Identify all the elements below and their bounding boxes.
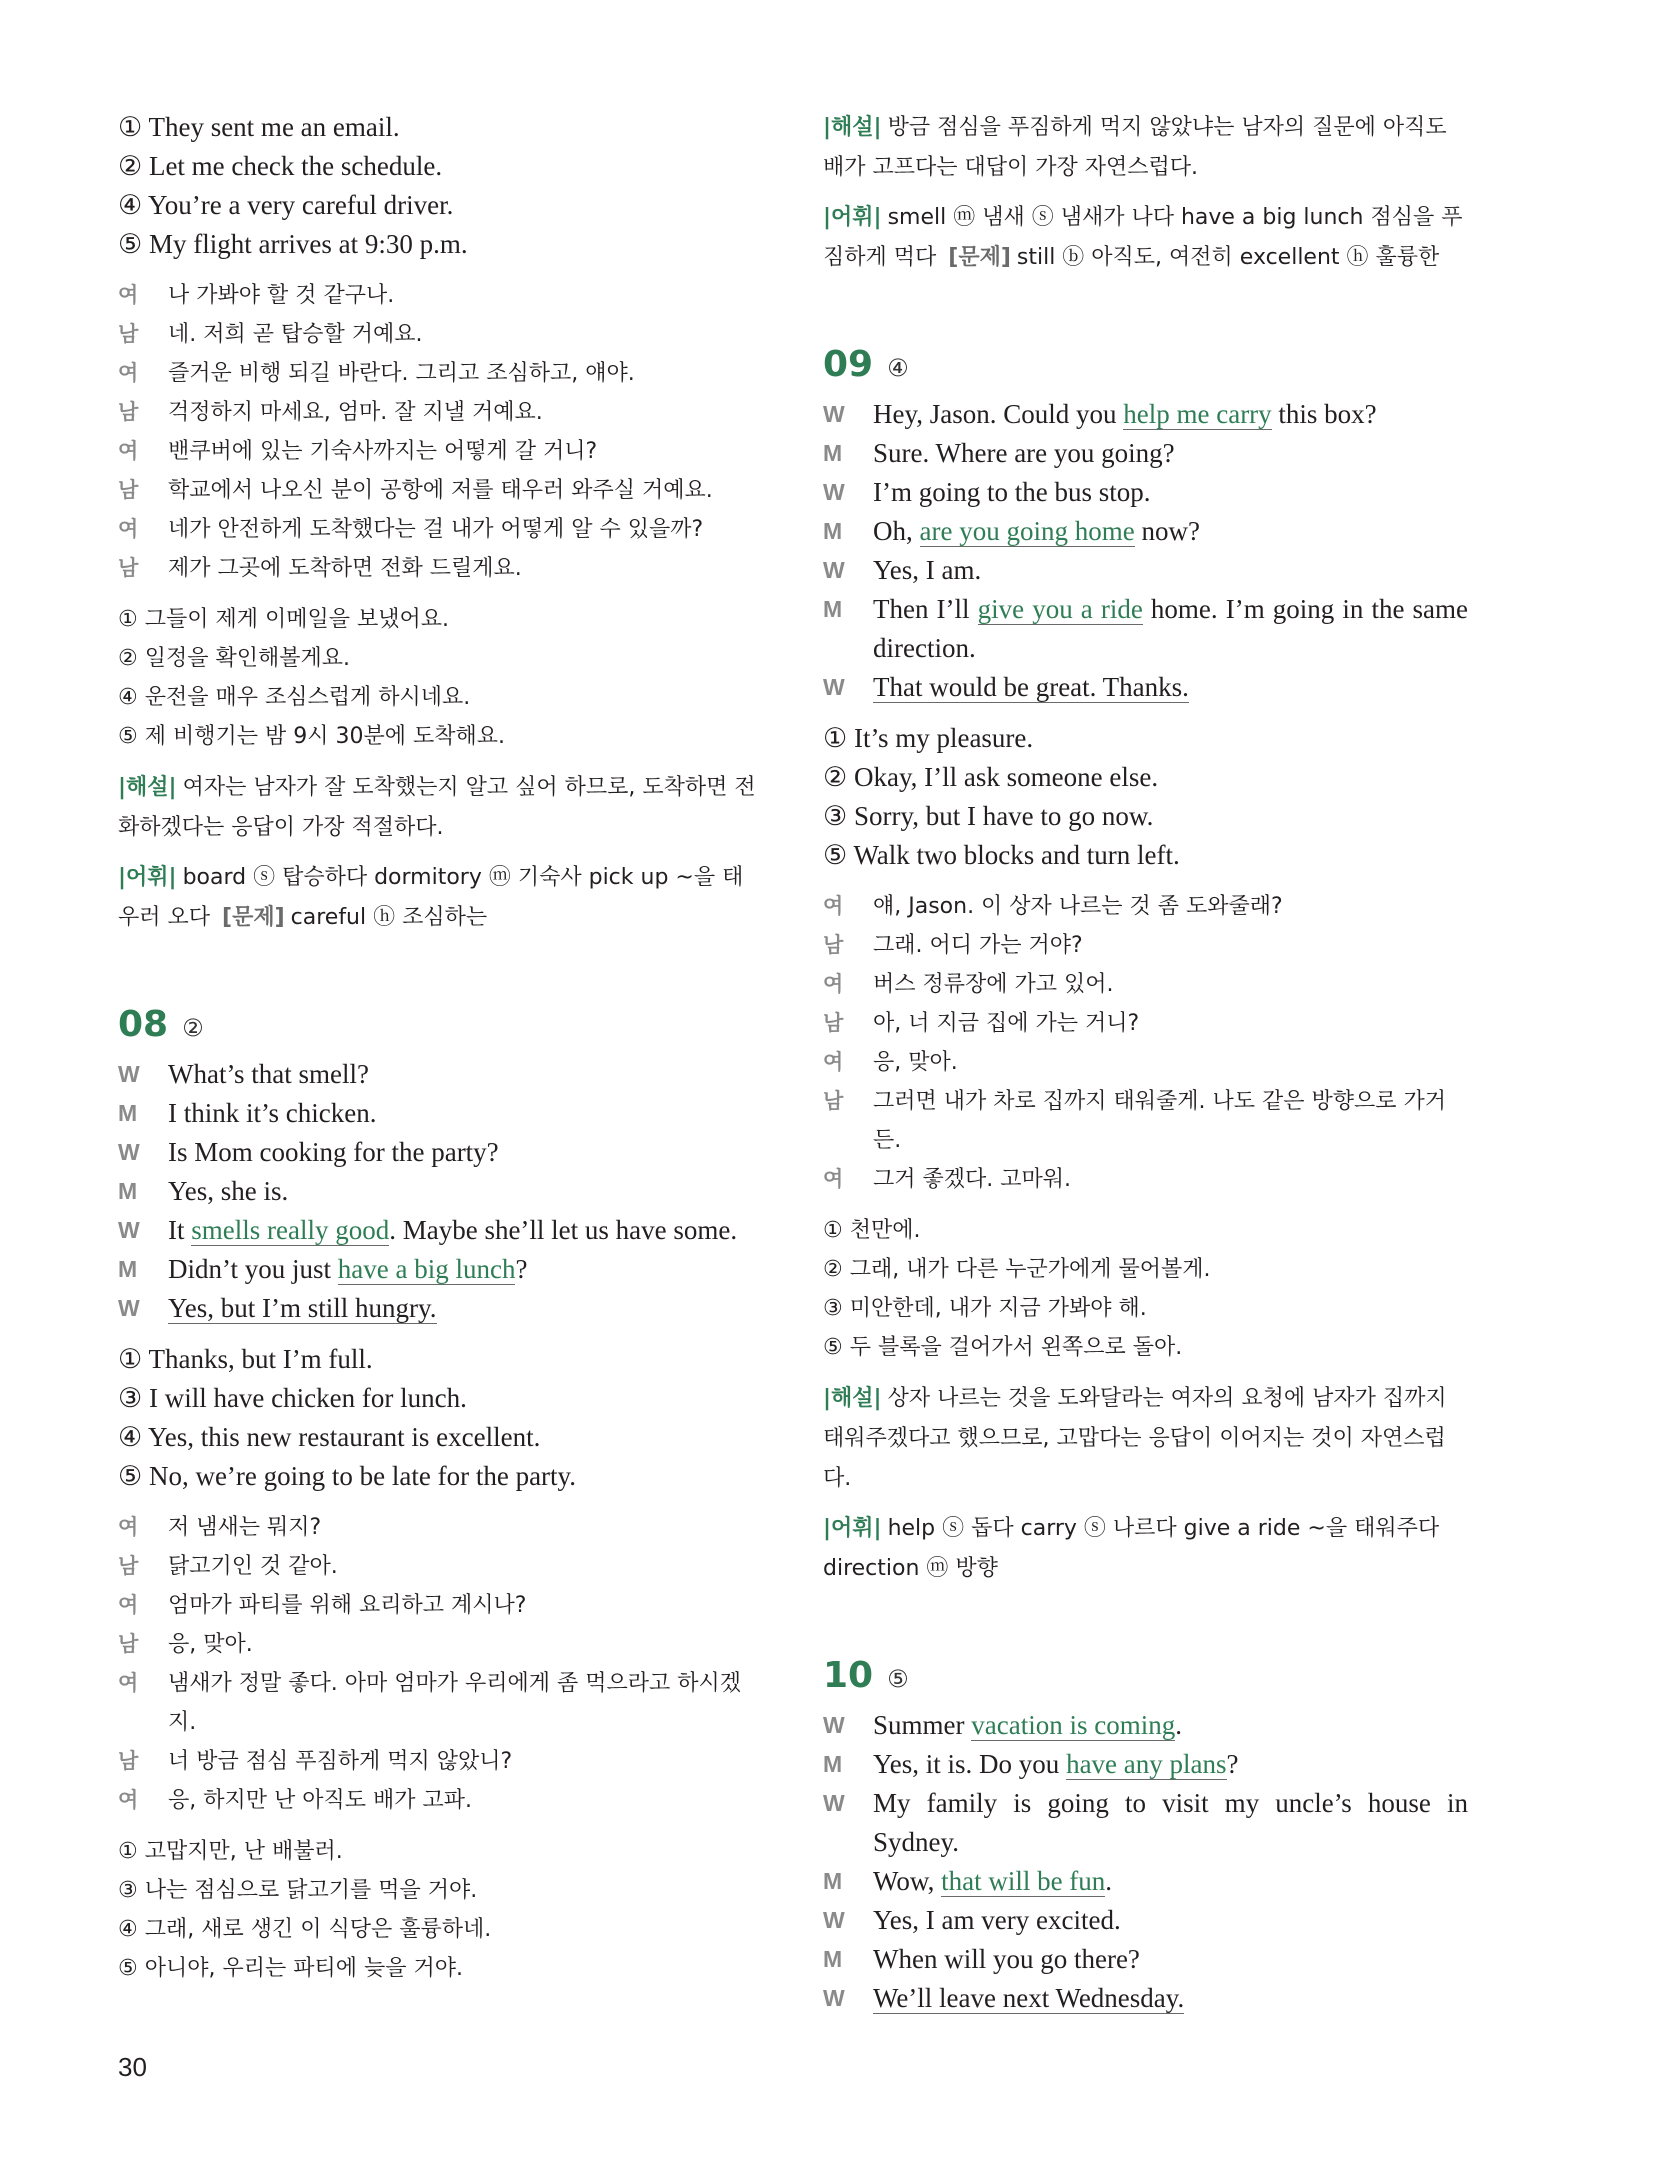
blank-answer: vacation is coming (971, 1710, 1176, 1740)
text-run: Is Mom cooking for the party? (168, 1137, 499, 1167)
text-run: Oh, (873, 516, 920, 546)
dialogue-line (118, 1094, 763, 1133)
q08-dialogue-en (118, 1055, 763, 1328)
question-number: 10 (823, 1655, 874, 1696)
option-item: ③ 나는 점심으로 닭고기를 먹을 거야. (118, 1878, 478, 1903)
vocabulary-label: |어휘| (823, 1516, 882, 1541)
q09-dialogue-en (823, 395, 1468, 707)
explanation-label: |해설| (118, 775, 177, 800)
dialogue-line (823, 668, 1468, 707)
speaker-label: 남 (118, 478, 139, 502)
dialogue-text: 밴쿠버에 있는 기숙사까지는 어떻게 갈 거니? (168, 439, 598, 464)
dialogue-text: 아, 너 지금 집에 가는 거니? (873, 1011, 1140, 1036)
q07-vocabulary: |어휘| board ⓢ 탑승하다 dormitory ⓜ 기숙사 pick up ~을 태우러 오다 [문제] careful ⓗ 조심하는 (118, 865, 744, 930)
text-run: . Maybe she’ll let us have some. (389, 1215, 738, 1245)
dialogue-line (118, 1172, 763, 1211)
blank-answer: that will be fun (941, 1866, 1106, 1896)
dialogue-line (118, 510, 763, 549)
speaker-label: 남 (118, 1749, 139, 1773)
text-run: . (1105, 1866, 1113, 1896)
dialogue-line (823, 1979, 1468, 2018)
speaker-label: M (823, 1868, 843, 1894)
dialogue-line (118, 1742, 763, 1781)
problem-label: [문제] (948, 245, 1011, 270)
q10-heading (823, 1655, 1468, 1696)
dialogue-text (168, 1289, 763, 1328)
q09-explanation: |해설| 상자 나르는 것을 도와달라는 여자의 요청에 남자가 집까지 태워주겠다고 했으므로, 고맙다는 응답이 이어지는 것이 자연스럽다. (823, 1386, 1447, 1491)
dialogue-text (168, 1055, 763, 1094)
dialogue-line (823, 434, 1468, 473)
vocabulary-label: |어휘| (118, 865, 177, 890)
option-item: ③ Sorry, but I have to go now. (823, 801, 1154, 831)
blank-answer: are you going home (919, 516, 1135, 546)
text-run: Didn’t you just (168, 1254, 338, 1284)
speaker-label: M (823, 596, 843, 622)
dialogue-text (168, 1133, 763, 1172)
dialogue-line (823, 1043, 1468, 1082)
blank-answer: have any plans (1066, 1749, 1227, 1779)
text-run: Hey, Jason. Could you (873, 399, 1124, 429)
speaker-label: 남 (118, 556, 139, 580)
explanation-label: |해설| (823, 115, 882, 140)
dialogue-text: 너 방금 점심 푸짐하게 먹지 않았니? (168, 1749, 513, 1774)
dialogue-text (873, 1706, 1468, 1745)
speaker-label: M (118, 1178, 138, 1204)
speaker-label: 남 (823, 1089, 844, 1113)
q09-heading (823, 344, 1468, 385)
speaker-label: 여 (118, 361, 139, 385)
answer-mark: ④ (887, 354, 909, 382)
text-run: I think it’s chicken. (168, 1098, 377, 1128)
q08-options-en (118, 1340, 763, 1496)
dialogue-line (118, 276, 763, 315)
text-run: Wow, (873, 1866, 942, 1896)
q09-options-en (823, 719, 1468, 875)
dialogue-text: 냄새가 정말 좋다. 아마 엄마가 우리에게 좀 먹으라고 하시겠지. (168, 1671, 741, 1735)
option-item: ① It’s my pleasure. (823, 723, 1034, 753)
dialogue-line (118, 393, 763, 432)
dialogue-line (823, 887, 1468, 926)
speaker-label: 여 (118, 439, 139, 463)
explanation-label: |해설| (823, 1386, 882, 1411)
speaker-label: W (118, 1139, 140, 1165)
q09-dialogue-ko (823, 887, 1468, 1199)
text-run: It (168, 1215, 192, 1245)
blank-answer: help me carry (1123, 399, 1272, 429)
text-run: home. I’m going in the same direction. (873, 594, 1468, 663)
dialogue-text: 네. 저희 곧 탑승할 거예요. (168, 322, 423, 347)
dialogue-line (823, 1082, 1468, 1160)
speaker-label: 여 (118, 517, 139, 541)
text-run: When will you go there? (873, 1944, 1140, 1974)
q10-dialogue-en (823, 1706, 1468, 2018)
dialogue-text: 그래. 어디 가는 거야? (873, 933, 1083, 958)
q09-options-ko (823, 1211, 1468, 1367)
speaker-label: 남 (118, 400, 139, 424)
option-item: ③ 미안한데, 내가 지금 가봐야 해. (823, 1296, 1147, 1321)
dialogue-text: 나 가봐야 할 것 같구나. (168, 283, 395, 308)
option-item: ④ 그래, 새로 생긴 이 식당은 훌륭하네. (118, 1917, 492, 1942)
text-run: . (1175, 1710, 1182, 1740)
dialogue-text (168, 1211, 763, 1250)
speaker-label: W (823, 479, 845, 505)
q07-options-ko (118, 600, 763, 756)
dialogue-text: 걱정하지 마세요, 엄마. 잘 지낼 거예요. (168, 400, 543, 425)
option-item: ⑤ 제 비행기는 밤 9시 30분에 도착해요. (118, 724, 505, 749)
option-item: ② Okay, I’ll ask someone else. (823, 762, 1159, 792)
speaker-label: W (823, 1790, 845, 1816)
speaker-label: 여 (823, 1050, 844, 1074)
dialogue-text: 학교에서 나오신 분이 공항에 저를 태우러 와주실 거예요. (168, 478, 713, 503)
dialogue-line (823, 512, 1468, 551)
option-item: ⑤ 두 블록을 걸어가서 왼쪽으로 돌아. (823, 1335, 1183, 1360)
dialogue-line (823, 1745, 1468, 1784)
dialogue-text (873, 395, 1468, 434)
dialogue-line (118, 1133, 763, 1172)
speaker-label: 남 (823, 933, 844, 957)
dialogue-text (873, 1940, 1468, 1979)
dialogue-text (873, 473, 1468, 512)
speaker-label: 여 (118, 1515, 139, 1539)
speaker-label: 여 (118, 1671, 139, 1695)
speaker-label: 여 (823, 1167, 844, 1191)
dialogue-line (823, 1004, 1468, 1043)
dialogue-line (118, 471, 763, 510)
dialogue-text: 버스 정류장에 가고 있어. (873, 972, 1114, 997)
dialogue-line (118, 1055, 763, 1094)
dialogue-line (823, 395, 1468, 434)
dialogue-text: 저 냄새는 뭐지? (168, 1515, 322, 1540)
dialogue-text: 응, 맞아. (168, 1632, 253, 1657)
q08-explanation: |해설| 방금 점심을 푸짐하게 먹지 않았냐는 남자의 질문에 아직도 배가 고프다는 대답이 가장 자연스럽다. (823, 115, 1447, 180)
dialogue-text: 응, 하지만 난 아직도 배가 고파. (168, 1788, 472, 1813)
dialogue-line (823, 551, 1468, 590)
q08-dialogue-ko (118, 1508, 763, 1820)
dialogue-text: 제가 그곳에 도착하면 전화 드릴게요. (168, 556, 522, 581)
option-item: ⑤ No, we’re going to be late for the party. (118, 1461, 577, 1491)
dialogue-text (873, 1901, 1468, 1940)
option-item: ② 일정을 확인해볼게요. (118, 646, 350, 671)
q08-heading (118, 1004, 763, 1045)
text-run: Sure. Where are you going? (873, 438, 1175, 468)
text-run: ? (515, 1254, 528, 1284)
problem-label: [문제] (222, 905, 285, 930)
option-item: ① Thanks, but I’m full. (118, 1344, 373, 1374)
text-run: Yes, I am. (873, 555, 982, 585)
q08-options-ko (118, 1832, 763, 1988)
speaker-label: 여 (823, 894, 844, 918)
text-run: now? (1134, 516, 1200, 546)
dialogue-line (118, 1781, 763, 1820)
option-item: ④ You’re a very careful driver. (118, 190, 454, 220)
text-run: I’m going to the bus stop. (873, 477, 1151, 507)
speaker-label: 남 (118, 322, 139, 346)
option-item: ① They sent me an email. (118, 112, 400, 142)
text-run: Then I’ll (873, 594, 978, 624)
dialogue-line (118, 1211, 763, 1250)
blank-answer: give you a ride (977, 594, 1143, 624)
underlined-answer: Yes, but I’m still hungry. (168, 1293, 437, 1323)
q07-options-en (118, 108, 763, 264)
dialogue-line (118, 1547, 763, 1586)
option-item: ② Let me check the schedule. (118, 151, 443, 181)
speaker-label: M (823, 440, 843, 466)
option-item: ① 그들이 제게 이메일을 보냈어요. (118, 607, 449, 632)
speaker-label: W (118, 1217, 140, 1243)
option-item: ① 천만에. (823, 1218, 921, 1243)
option-item: ④ Yes, this new restaurant is excellent. (118, 1422, 541, 1452)
dialogue-text (873, 590, 1468, 668)
dialogue-line (823, 590, 1468, 668)
dialogue-line (823, 1940, 1468, 1979)
dialogue-line (823, 1784, 1468, 1862)
question-number: 09 (823, 344, 874, 385)
dialogue-line (823, 965, 1468, 1004)
dialogue-text: 그러면 내가 차로 집까지 태워줄게. 나도 같은 방향으로 가거든. (873, 1089, 1446, 1153)
dialogue-text: 엄마가 파티를 위해 요리하고 계시나? (168, 1593, 527, 1618)
dialogue-text: 얘, Jason. 이 상자 나르는 것 좀 도와줄래? (873, 894, 1283, 919)
text-run: ? (1226, 1749, 1239, 1779)
speaker-label: 남 (823, 1011, 844, 1035)
q07-dialogue-ko (118, 276, 763, 588)
speaker-label: 여 (823, 972, 844, 996)
dialogue-text (873, 1745, 1468, 1784)
option-item: ⑤ Walk two blocks and turn left. (823, 840, 1180, 870)
dialogue-text: 즐거운 비행 되길 바란다. 그리고 조심하고, 얘야. (168, 361, 635, 386)
q08-vocabulary: |어휘| smell ⓜ 냄새 ⓢ 냄새가 나다 have a big lunch 점심을 푸짐하게 먹다 [문제] still ⓑ 아직도, 여전히 excellent ⓗ 훌륭한 (823, 205, 1463, 270)
q09-vocabulary: |어휘| help ⓢ 돕다 carry ⓢ 나르다 give a ride ~을 태워주다 direction ⓜ 방향 (823, 1516, 1440, 1581)
dialogue-text: 닭고기인 것 같아. (168, 1554, 338, 1579)
text-run: Yes, I am very excited. (873, 1905, 1121, 1935)
speaker-label: 여 (118, 283, 139, 307)
speaker-label: W (118, 1061, 140, 1087)
speaker-label: 남 (118, 1554, 139, 1578)
text-run: My family is going to visit my uncle’s house in Sydney. (873, 1788, 1468, 1857)
speaker-label: M (118, 1100, 138, 1126)
option-item: ② 그래, 내가 다른 누군가에게 물어볼게. (823, 1257, 1211, 1282)
dialogue-line (823, 926, 1468, 965)
speaker-label: 여 (118, 1593, 139, 1617)
dialogue-text (873, 551, 1468, 590)
dialogue-text (873, 512, 1468, 551)
speaker-label: W (823, 1985, 845, 2011)
text-run: this box? (1271, 399, 1377, 429)
option-item: ⑤ My flight arrives at 9:30 p.m. (118, 229, 468, 259)
vocabulary-label: |어휘| (823, 205, 882, 230)
dialogue-line (823, 1706, 1468, 1745)
dialogue-line (823, 473, 1468, 512)
option-item: ③ I will have chicken for lunch. (118, 1383, 467, 1413)
speaker-label: W (823, 674, 845, 700)
speaker-label: W (118, 1295, 140, 1321)
dialogue-text (168, 1250, 763, 1289)
answer-mark: ⑤ (887, 1665, 909, 1693)
dialogue-line (118, 1508, 763, 1547)
speaker-label: W (823, 1712, 845, 1738)
text-run: What’s that smell? (168, 1059, 369, 1089)
underlined-answer: We’ll leave next Wednesday. (873, 1983, 1185, 2013)
dialogue-text: 네가 안전하게 도착했다는 걸 내가 어떻게 알 수 있을까? (168, 517, 704, 542)
dialogue-line (118, 1289, 763, 1328)
option-item: ① 고맙지만, 난 배불러. (118, 1839, 343, 1864)
speaker-label: 남 (118, 1632, 139, 1656)
dialogue-line (118, 354, 763, 393)
dialogue-line (823, 1862, 1468, 1901)
dialogue-text (168, 1172, 763, 1211)
dialogue-text (873, 1784, 1468, 1862)
left-column (118, 108, 763, 2000)
dialogue-text: 응, 맞아. (873, 1050, 958, 1075)
underlined-answer: That would be great. Thanks. (873, 672, 1189, 702)
text-run: Yes, she is. (168, 1176, 289, 1206)
speaker-label: W (823, 401, 845, 427)
blank-answer: have a big lunch (337, 1254, 516, 1284)
text-run: Summer (873, 1710, 972, 1740)
q07-explanation: |해설| 여자는 남자가 잘 도착했는지 알고 싶어 하므로, 도착하면 전화하겠다는 응답이 가장 적절하다. (118, 775, 756, 840)
speaker-label: M (823, 518, 843, 544)
dialogue-line (118, 1250, 763, 1289)
text-run: Yes, it is. Do you (873, 1749, 1067, 1779)
dialogue-line (118, 1664, 763, 1742)
dialogue-line (118, 1625, 763, 1664)
speaker-label: W (823, 557, 845, 583)
dialogue-line (118, 1586, 763, 1625)
option-item: ④ 운전을 매우 조심스럽게 하시네요. (118, 685, 471, 710)
right-column (823, 108, 1468, 2030)
speaker-label: M (118, 1256, 138, 1282)
dialogue-text (168, 1094, 763, 1133)
page-number: 30 (118, 2052, 147, 2082)
dialogue-text (873, 434, 1468, 473)
dialogue-line (118, 432, 763, 471)
dialogue-text (873, 1979, 1468, 2018)
dialogue-text (873, 1862, 1468, 1901)
dialogue-line (823, 1160, 1468, 1199)
speaker-label: W (823, 1907, 845, 1933)
dialogue-text: 그거 좋겠다. 고마워. (873, 1167, 1071, 1192)
dialogue-line (823, 1901, 1468, 1940)
answer-mark: ② (182, 1014, 204, 1042)
question-number: 08 (118, 1004, 169, 1045)
speaker-label: 여 (118, 1788, 139, 1812)
option-item: ⑤ 아니야, 우리는 파티에 늦을 거야. (118, 1956, 463, 1981)
speaker-label: M (823, 1751, 843, 1777)
dialogue-line (118, 315, 763, 354)
speaker-label: M (823, 1946, 843, 1972)
blank-answer: smells really good (191, 1215, 390, 1245)
dialogue-text (873, 668, 1468, 707)
dialogue-line (118, 549, 763, 588)
